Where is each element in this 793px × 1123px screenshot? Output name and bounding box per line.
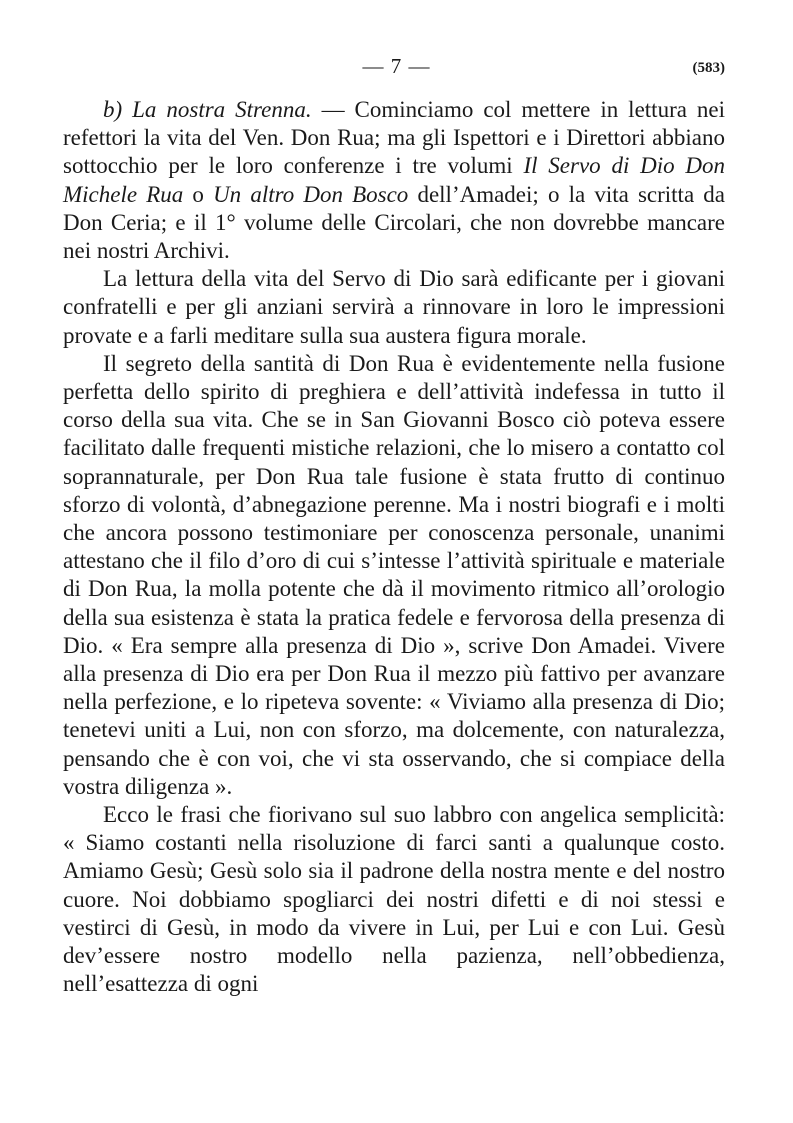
page-reference: (583) <box>692 60 725 76</box>
body-text <box>63 96 725 999</box>
text-span: dell’Amadei; o la vita scritta da Don Ceria; e il 1° volume delle Circolari, che non dovrebbe mancare nei nostri Archivi. <box>63 181 726 264</box>
italic-text: Il Servo di Dio Don Michele Rua <box>63 153 726 207</box>
text-span: La lettura della vita del Servo di Dio sarà edificante per i giovani confratelli e per gli anziani servirà a rinnovare in loro le impressioni provate e a farli meditare sulla sua austera figura morale. <box>63 266 725 348</box>
paragraph <box>63 96 725 265</box>
paragraph <box>63 265 725 350</box>
page-number: — 7 — <box>362 54 431 78</box>
italic-text: Un altro Don Bosco <box>213 181 409 207</box>
text-span: Ecco le frasi che fiorivano sul suo labbro con angelica semplicità: « Siamo costanti nella risoluzione di farci santi a qualunque costo. Amiamo Gesù; Gesù solo sia il padrone della nostra mente e del nostro cuore. Noi dobbiamo spogliarci dei nostri difetti e di noi stessi e vestirci di Gesù, in modo da vivere in Lui, per Lui e con Lui. Gesù dev’essere nostro modello nella pazienza, nell’obbedienza, nell’esattezza di ogni <box>63 802 725 997</box>
text-span: o <box>183 181 214 207</box>
page-header <box>0 54 793 84</box>
paragraph <box>63 350 725 801</box>
italic-text: b) La nostra Strenna. <box>103 97 312 122</box>
text-span: Il segreto della santità di Don Rua è evidentemente nella fusione perfetta dello spirito di preghiera e dell’attività indefessa in tutto il corso della sua vita. Che se in San Giovanni Bosco ciò poteva essere facilitato dalle frequenti mistiche relazioni, che lo misero a contatto col soprannaturale, per Don Rua tale fusione è stata frutto di continuo sforzo di volontà, d’abnegazione perenne. Ma i nostri biografi e i molti che ancora possono testimoniare per conoscenza personale, unanimi attestano che il filo d’oro di cui s’intesse l’attività spirituale e materiale di Don Rua, la molla potente che dà il movimento ritmico all’orologio della sua esistenza è stata la pratica fedele e fervorosa della presenza di Dio. « Era sempre alla presenza di Dio », scrive Don Amadei. Vivere alla presenza di Dio era per Don Rua il mezzo più fattivo per avanzare nella perfezione, e lo ripeteva sovente: « Viviamo alla presenza di Dio; tenetevi uniti a Lui, non con sforzo, ma dolcemente, con naturalezza, pensando che è con voi, che vi sta osservando, che si compiace della vostra diligenza ». <box>63 350 725 799</box>
paragraph <box>63 801 725 998</box>
text-span: — Cominciamo col mettere in lettura nei refettori la vita del Ven. Don Rua; ma gli Ispettori e i Direttori abbiano sottocchio per le loro conferenze i tre volumi <box>63 97 725 179</box>
